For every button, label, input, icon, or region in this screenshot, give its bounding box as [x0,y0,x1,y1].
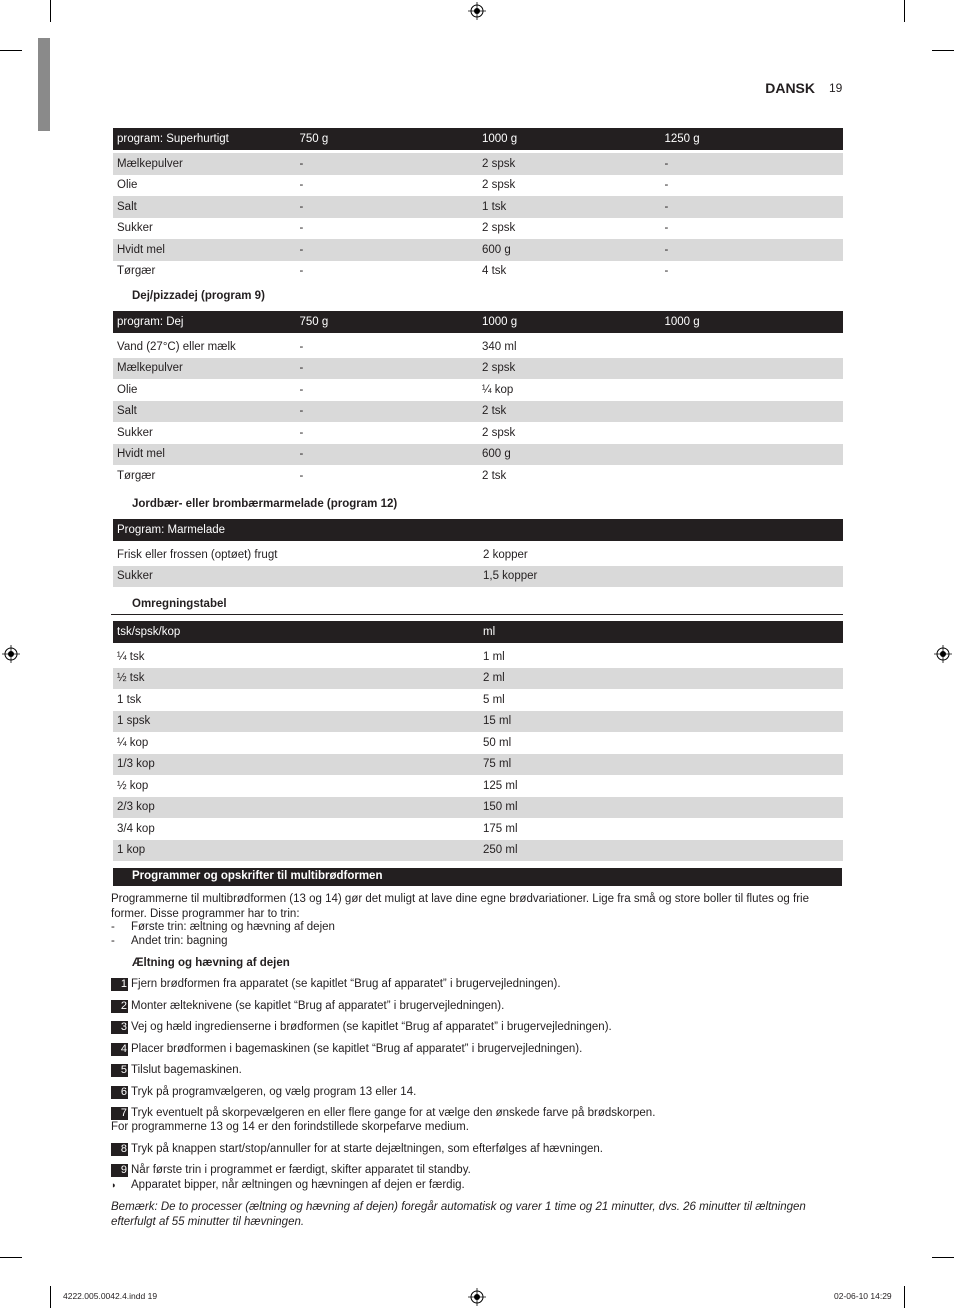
table-row [113,689,843,711]
table-cell: - [299,179,304,192]
table-cell: 2 spsk [482,426,516,439]
table-cell: - [664,265,669,278]
table-row [113,175,843,197]
table-cell [661,465,844,487]
table-row [113,732,843,754]
table-cell: 125 ml [483,779,518,792]
language-label: DANSK [765,80,815,96]
dash-bullet: - [111,935,115,947]
table-cell: - [664,222,669,235]
table-cell: 2 spsk [482,222,516,235]
table-cell: - [296,153,479,175]
table-row [113,840,843,862]
footer-date-time: 02-06-10 14:29 [834,1291,892,1301]
result-arrow-icon: ◗ [111,1180,117,1190]
section-heading-bar [113,868,842,886]
step-number: 2 [111,1000,128,1013]
table-header-cell: program: Dej [113,311,296,333]
table-cell: 2 tsk [482,469,507,482]
registration-mark-icon [468,1288,486,1306]
table-cell: Frisk eller frossen (optøet) frugt [117,548,278,561]
step-text: Tryk på knappen start/stop/annuller for at starte dejæltningen, som efterfølges af hævningen. [131,1143,603,1155]
table-cell: - [299,222,304,235]
table-header-cell: program: Superhurtigt [113,128,296,150]
table-cell: 2 kopper [483,548,528,561]
table-cell: - [296,239,479,261]
conversion-table [113,621,843,861]
marmelade-table [113,519,843,587]
table-cell: 2 tsk [478,401,661,423]
table-cell: 4 tsk [482,265,507,278]
table-row [113,566,843,588]
table-cell: Mælkepulver [113,153,296,175]
subsection-title: Æltning og hævning af dejen [132,957,290,969]
table-cell [661,358,844,380]
table-cell: 75 ml [479,754,843,776]
step-number: 6 [111,1086,128,1099]
table-row [113,711,843,733]
table-cell: - [296,196,479,218]
table-row [113,153,843,175]
table-cell: ¼ kop [482,383,514,396]
footer-file-info: 4222.005.0042.4.indd 19 [63,1291,158,1301]
table-cell: ¼ tsk [117,650,145,663]
table-row [113,379,843,401]
table-cell: 150 ml [479,797,843,819]
registration-mark-icon [2,645,20,663]
table-cell: - [661,196,844,218]
table-row [113,775,843,797]
table-cell [661,401,844,423]
table-cell: 5 ml [483,693,505,706]
table-cell: 600 g [478,444,661,466]
step-number: 1 [111,978,128,991]
table-cell: Vand (27°C) eller mælk [117,340,236,353]
table-header-cell: 750 g [296,311,479,333]
step-note [111,1121,469,1133]
table-cell: 340 ml [482,340,517,353]
table-row [113,336,843,358]
step-text: Vej og hæld ingredienserne i brødformen (se kapitlet “Brug af apparatet” i brugervejledningen). [131,1021,612,1033]
step-number: 8 [111,1143,128,1156]
intro-paragraph: Programmerne til multibrødformen (13 og 14) gør det muligt at lave dine egne brødvariationer. Lige fra små og store boller til flutes og frie former. Disse programmer har to trin: [111,893,809,920]
table-cell: Tørgær [117,469,156,482]
table-header-cell: Program: Marmelade [113,519,843,541]
table-cell: 2 spsk [478,153,661,175]
step-text: Tilslut bagemaskinen. [131,1064,242,1076]
table-row [113,239,843,261]
table-cell: ½ kop [117,779,149,792]
table-header-cell: 750 g [296,128,479,150]
step-text: Når første trin i programmet er færdigt, skifter apparatet til standby. [131,1164,471,1176]
table-cell [661,422,844,444]
remark-note: Bemærk: De to processer (æltning og hævning af dejen) foregår automatisk og varer 1 time og 21 minutter, dvs. 26 minutter til æltningen efterfulgt af 55 minutter til hævningen. [111,1201,806,1228]
table-cell: 2 spsk [478,358,661,380]
table-cell: 1/3 kop [113,754,479,776]
table-row [113,422,843,444]
table-cell [661,336,844,358]
step-text: Fjern brødformen fra apparatet (se kapitlet “Brug af apparatet” i brugervejledningen). [131,978,561,990]
table-cell: Tørgær [117,265,156,278]
step-number: 4 [111,1043,128,1056]
table-cell: Sukker [113,566,479,588]
table-header-row [113,519,843,541]
table-cell: - [299,340,304,353]
table-cell: 2/3 kop [113,797,479,819]
step-number: 5 [111,1064,128,1077]
table-cell: 15 ml [479,711,843,733]
table-cell: - [299,265,304,278]
step-text: Monter ælteknivene (se kapitlet “Brug af apparatet” i brugervejledningen). [131,1000,505,1012]
table-cell: ½ tsk [113,668,479,690]
table-header-row [113,621,843,643]
table-cell: 175 ml [483,822,518,835]
table-header-row [113,311,843,333]
table-header-cell: 1000 g [661,311,844,333]
table-cell: 600 g [478,239,661,261]
table-cell: 250 ml [479,840,843,862]
table-cell [661,444,844,466]
side-tab-marker [38,38,50,131]
table-row [113,218,843,240]
table-cell: Olie [117,179,138,192]
table-cell: - [664,179,669,192]
table-cell: - [296,358,479,380]
table-row [113,754,843,776]
table-cell: ¼ kop [117,736,149,749]
table-cell: 1 spsk [113,711,479,733]
step-number: 7 [111,1107,128,1120]
table-row [113,668,843,690]
table-header-cell: ml [479,621,843,643]
table-row [113,444,843,466]
table-cell: Hvidt mel [113,444,296,466]
table-cell: - [296,444,479,466]
table-cell: 1 tsk [478,196,661,218]
table-row [113,818,843,840]
table-cell: - [661,153,844,175]
table-cell: Sukker [117,426,153,439]
registration-mark-icon [934,645,952,663]
step-number: 9 [111,1164,128,1177]
table-row [113,465,843,487]
table-cell: - [296,401,479,423]
table-row [113,797,843,819]
table-row [113,358,843,380]
section-divider [111,614,843,615]
table-cell: - [299,383,304,396]
table-row [113,196,843,218]
table-cell: 1,5 kopper [479,566,843,588]
table-cell: - [299,469,304,482]
table-cell: 1 ml [483,650,505,663]
dej-table [113,311,843,487]
superhurtigt-table [113,128,843,282]
step-note-text: For programmerne 13 og 14 er den forindstillede skorpefarve medium. [111,1121,469,1133]
registration-mark-icon [468,2,486,20]
list-item-text: Første trin: æltning og hævning af dejen [131,921,335,933]
table-cell: 2 spsk [482,179,516,192]
table-row [113,544,843,566]
table-header-cell: 1000 g [478,128,661,150]
section-title-omregning: Omregningstabel [132,598,227,610]
step-number: 3 [111,1021,128,1034]
section-title-dej: Dej/pizzadej (program 9) [132,290,265,302]
page-number: 19 [829,81,843,95]
table-cell: 50 ml [483,736,512,749]
table-cell: 2 ml [479,668,843,690]
step-result-text: Apparatet bipper, når æltningen og hævningen af dejen er færdig. [131,1179,465,1191]
table-cell: 3/4 kop [117,822,155,835]
section-title-multibrod: Programmer og opskrifter til multibrødformen [132,870,383,882]
table-cell: Mælkepulver [113,358,296,380]
table-row [113,646,843,668]
table-row [113,261,843,283]
table-cell: Salt [113,401,296,423]
table-row [113,401,843,423]
table-header-row [113,128,843,150]
table-header-cell: 1000 g [478,311,661,333]
step-text: Tryk eventuelt på skorpevælgeren en eller flere gange for at vælge den ønskede farve på brødskorpen. [131,1107,656,1119]
table-cell [661,379,844,401]
table-cell: Sukker [117,222,153,235]
table-cell: Hvidt mel [113,239,296,261]
table-cell: Olie [117,383,138,396]
section-title-marmelade: Jordbær- eller brombærmarmelade (program 12) [132,498,398,510]
step-text: Placer brødformen i bagemaskinen (se kapitlet “Brug af apparatet” i brugervejledningen). [131,1043,583,1055]
step-text: Tryk på programvælgeren, og vælg program 13 eller 14. [131,1086,417,1098]
dash-bullet: - [111,921,115,933]
table-cell: 1 kop [113,840,479,862]
table-cell: - [661,239,844,261]
table-cell: 1 tsk [117,693,142,706]
list-item-text: Andet trin: bagning [131,935,228,947]
table-cell: Salt [113,196,296,218]
table-header-cell: 1250 g [661,128,844,150]
table-cell: - [299,426,304,439]
table-header-cell: tsk/spsk/kop [113,621,479,643]
